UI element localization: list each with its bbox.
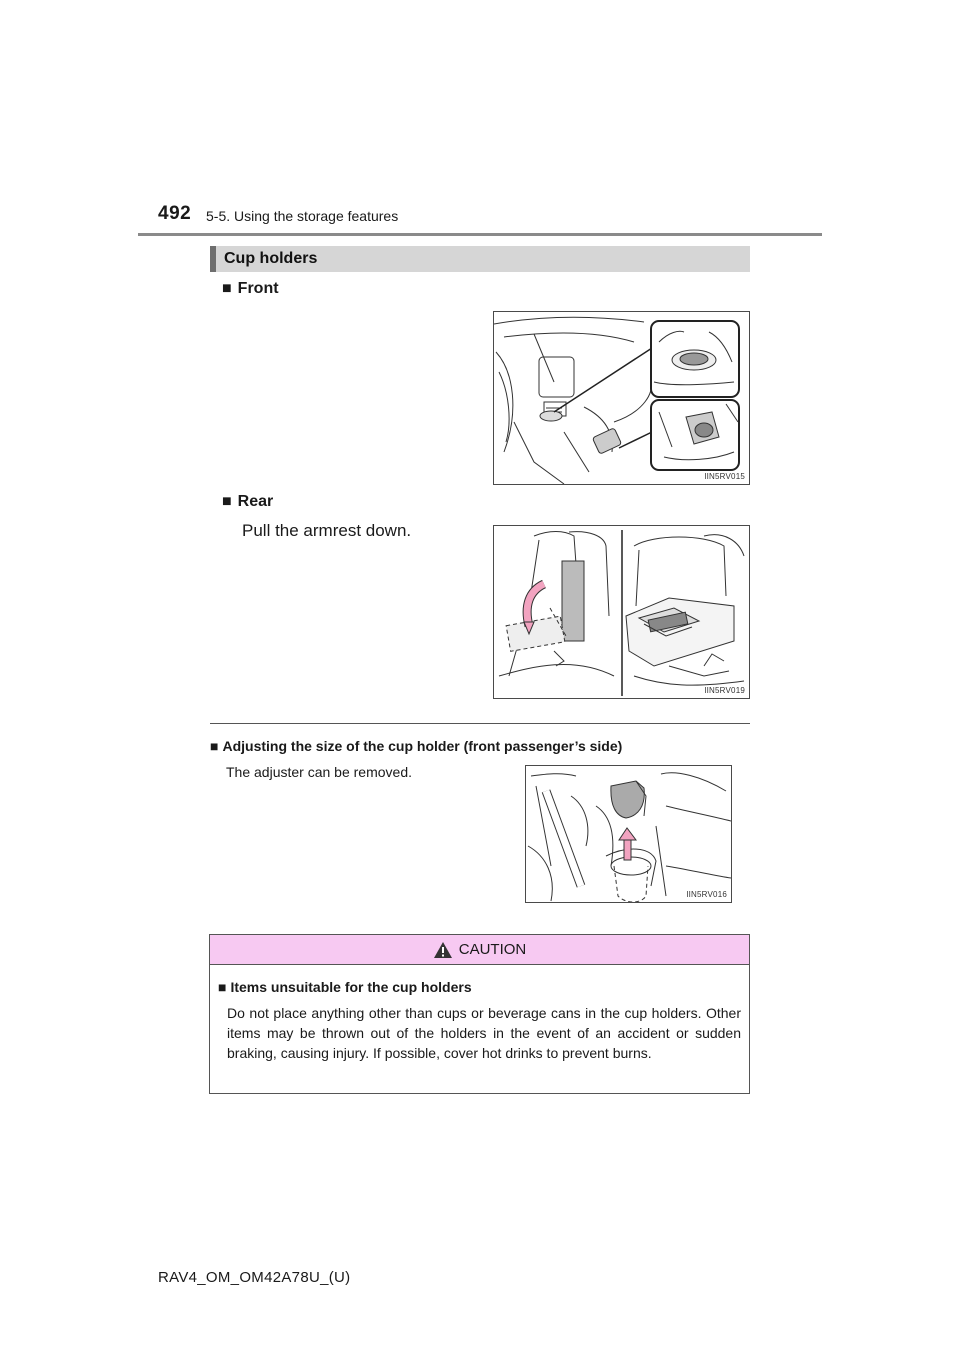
caution-title-text: Items unsuitable for the cup holders (230, 979, 472, 995)
rear-label: Rear (237, 493, 274, 510)
adjuster-figure-code: IIN5RV016 (686, 890, 727, 899)
adjusting-heading-text: Adjusting the size of the cup holder (front passenger’s side) (222, 738, 623, 754)
square-bullet-icon: ■ (222, 280, 232, 297)
adjusting-text: The adjuster can be removed. (226, 764, 412, 780)
heading-accent (210, 246, 216, 272)
rear-cup-holder-figure (493, 525, 750, 699)
front-heading (222, 280, 279, 298)
caution-label: CAUTION (458, 941, 527, 958)
section-divider (210, 723, 750, 724)
heading-bar-cup-holders (210, 246, 750, 272)
square-bullet-icon: ■ (222, 493, 232, 510)
caution-box (209, 934, 750, 1094)
header-rule (138, 233, 822, 236)
cup-holders-title: Cup holders (224, 250, 318, 267)
page-number: 492 (158, 203, 192, 224)
square-bullet-icon: ■ (218, 979, 227, 995)
rear-heading (222, 493, 273, 511)
caution-title (218, 979, 472, 995)
front-cup-holder-figure (493, 311, 750, 485)
front-figure-code: IIN5RV015 (704, 472, 745, 481)
adjusting-heading (210, 738, 622, 754)
warning-triangle-icon (433, 941, 453, 959)
square-bullet-icon: ■ (210, 738, 219, 754)
caution-header (210, 935, 749, 965)
rear-figure-code: IIN5RV019 (704, 686, 745, 695)
rear-instruction: Pull the armrest down. (242, 521, 412, 540)
footer-doc-id: RAV4_OM_OM42A78U_(U) (158, 1269, 351, 1286)
caution-body: Do not place anything other than cups or beverage cans in the cup holders. Other items may be thrown out of the holders in the event of an accident or sudden braking, causing injury. If possible, cover hot drinks to prevent burns. (227, 1005, 741, 1061)
front-label: Front (237, 280, 279, 297)
adjuster-figure (525, 765, 732, 903)
section-title: 5-5. Using the storage features (206, 208, 399, 224)
